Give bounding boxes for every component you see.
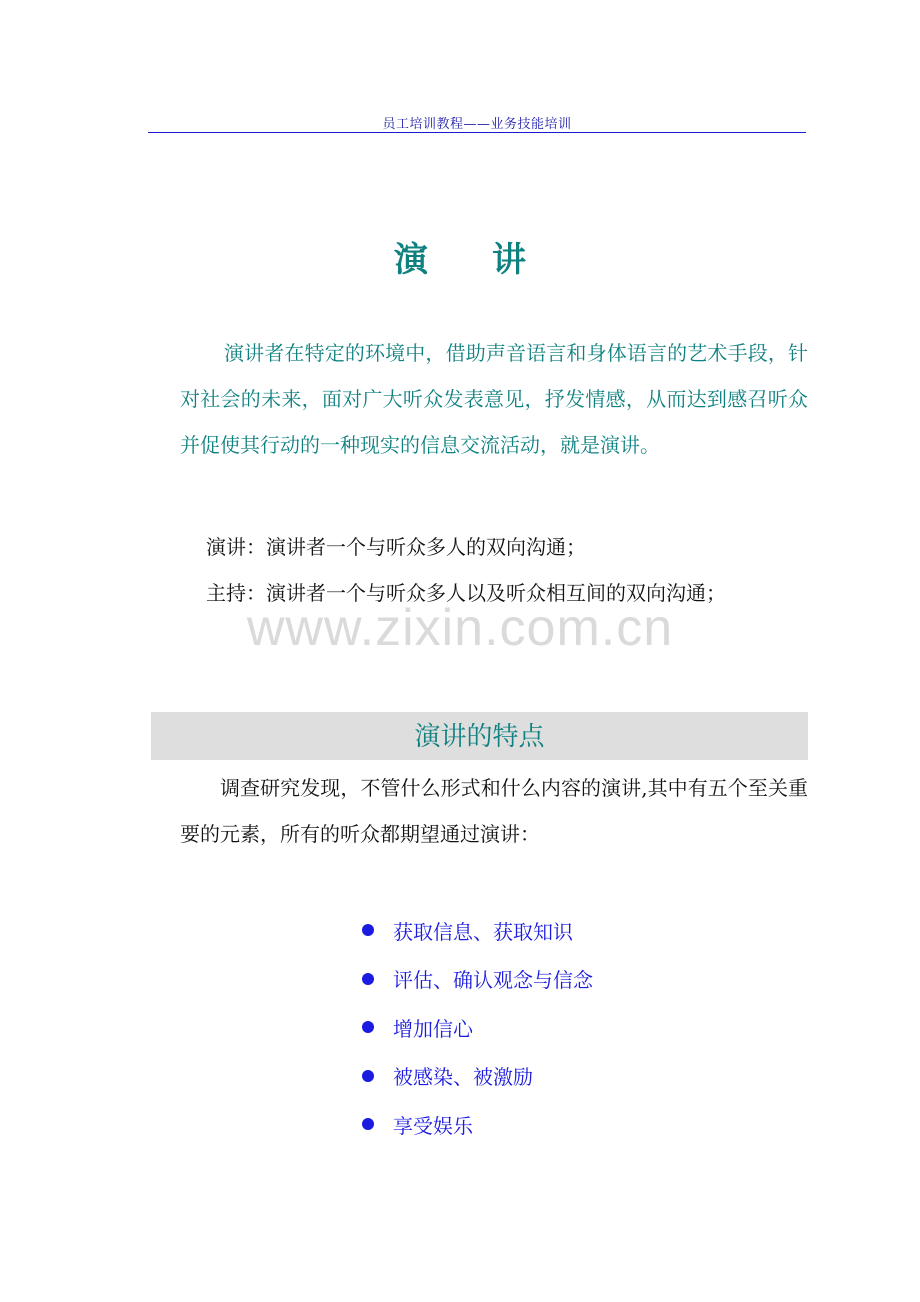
- bullet-icon: [362, 924, 374, 936]
- definition-speech: 演讲：演讲者一个与听众多人的双向沟通；: [206, 535, 586, 559]
- list-item-label: 获取信息、获取知识: [393, 919, 573, 944]
- list-item-label: 享受娱乐: [393, 1113, 473, 1138]
- list-item-label: 被感染、被激励: [393, 1065, 533, 1090]
- list-item: [358, 906, 593, 955]
- header-rule: [148, 132, 806, 133]
- definition-hosting: 主持：演讲者一个与听众多人以及听众相互间的双向沟通；: [206, 581, 726, 605]
- list-item: [358, 1100, 593, 1149]
- list-item: [358, 1052, 593, 1101]
- bullet-icon: [362, 1070, 374, 1082]
- list-item: [358, 955, 593, 1004]
- list-item-label: 增加信心: [393, 1016, 473, 1041]
- page-header: 员工培训教程——业务技能培训: [382, 117, 572, 132]
- list-item-label: 评估、确认观念与信念: [393, 968, 593, 993]
- bullet-icon: [362, 1118, 374, 1130]
- bullet-icon: [362, 1021, 374, 1033]
- bullet-icon: [362, 973, 374, 985]
- feature-list: [358, 906, 593, 1149]
- section-title: 演讲的特点: [414, 722, 545, 752]
- intro-paragraph: 演讲者在特定的环境中，借助声音语言和身体语言的艺术手段，针对社会的未来，面对广大听众发表意见，抒发情感，从而达到感召听众并促使其行动的一种现实的信息交流活动，就是演讲。: [180, 341, 808, 457]
- section-paragraph: 调查研究发现，不管什么形式和什么内容的演讲,其中有五个至关重要的元素，所有的听众都期望通过演讲：: [180, 776, 808, 846]
- page-title: 演讲: [394, 240, 590, 280]
- list-item: [358, 1003, 593, 1052]
- watermark: www.zixin.com.cn: [246, 599, 674, 657]
